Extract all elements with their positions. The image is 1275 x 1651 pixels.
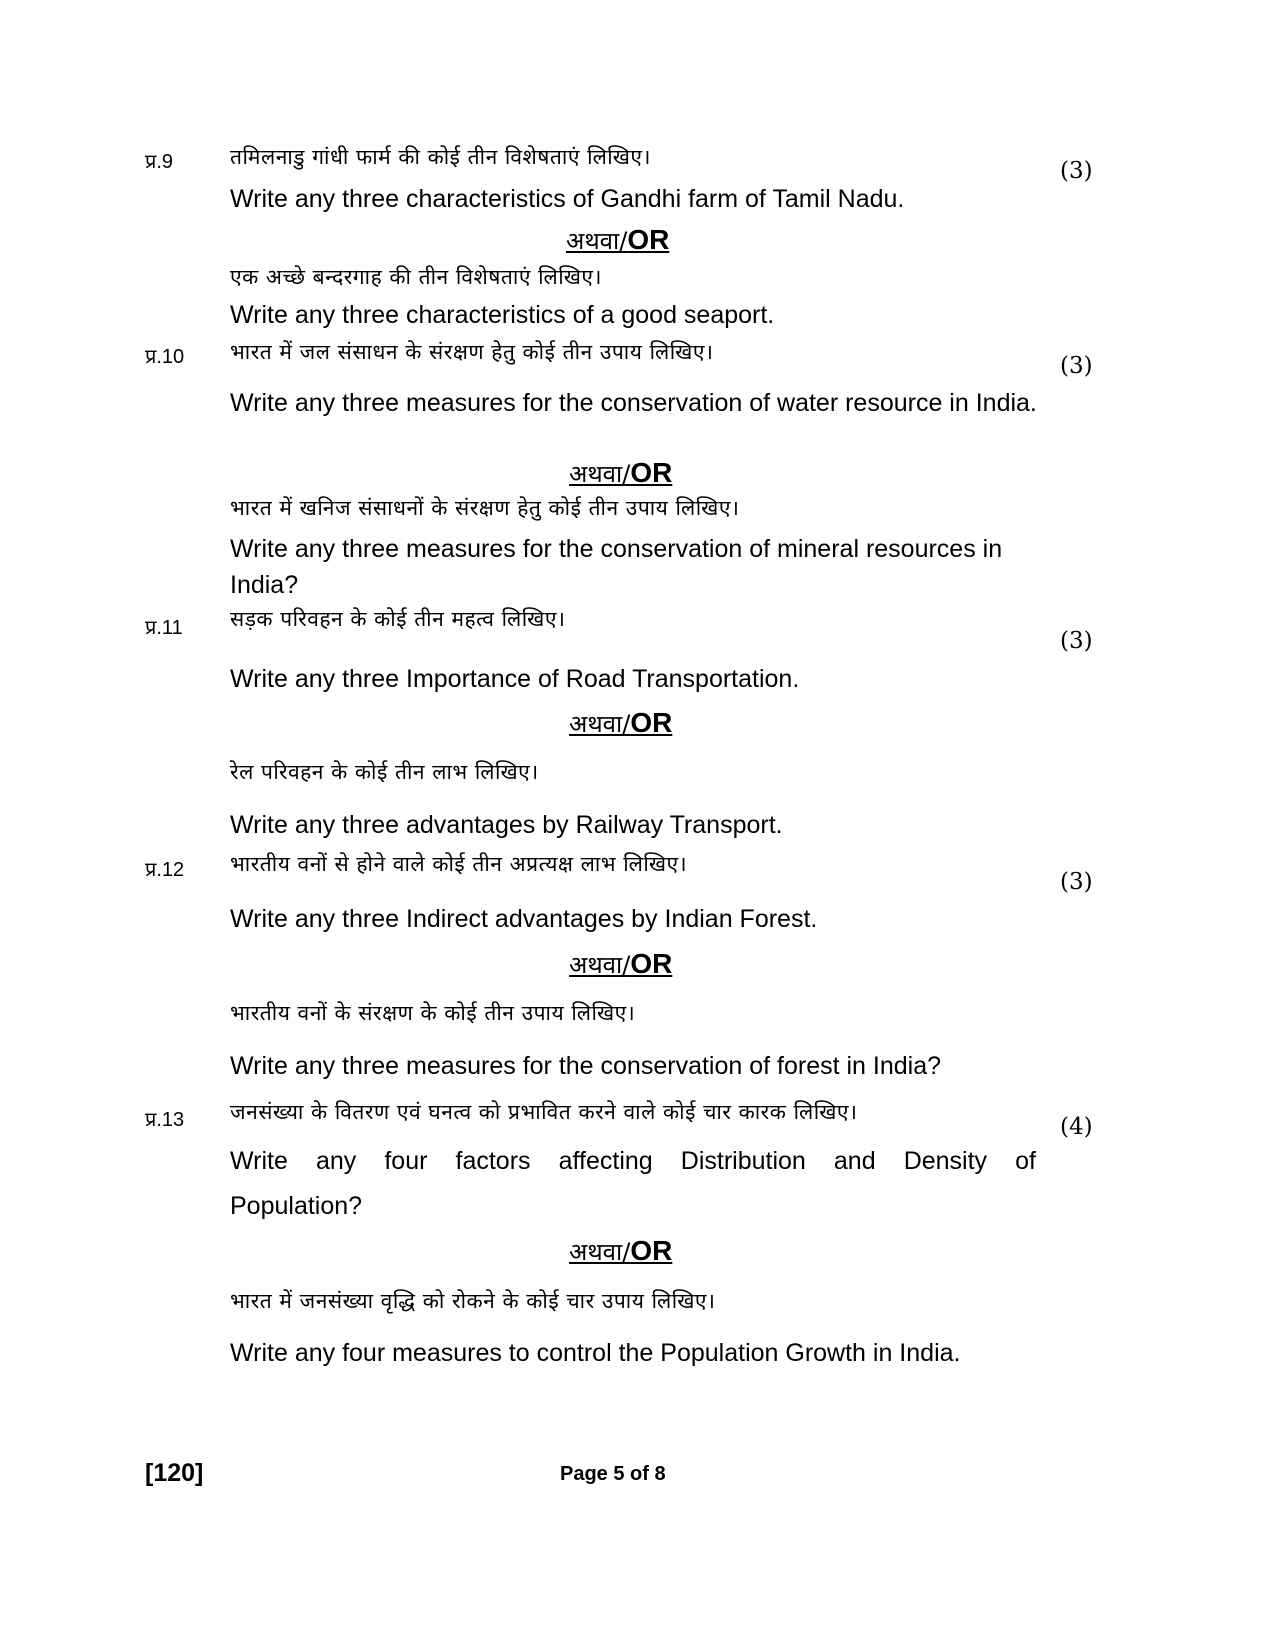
question-english: Write any three characteristics of Gandhi farm of Tamil Nadu. xyxy=(230,185,905,213)
alternative-english: Write any four measures to control the Population Growth in India. xyxy=(230,1339,961,1367)
alternative-hindi: एक अच्छे बन्दरगाह की तीन विशेषताएं लिखिए। xyxy=(230,265,602,289)
question-english: Write any three measures for the conservation of water resource in India. xyxy=(230,389,1037,417)
alternative-hindi: भारत में खनिज संसाधनों के संरक्षण हेतु कोई तीन उपाय लिखिए। xyxy=(230,496,740,520)
question-number: प्र.10 xyxy=(145,346,185,368)
alternative-english: Write any three measures for the conservation of forest in India? xyxy=(230,1052,942,1080)
alternative-english: Write any three advantages by Railway Transport. xyxy=(230,811,783,839)
question-number: प्र.9 xyxy=(145,151,174,173)
question-english-line-1: Write any four factors affecting Distribution and Density of xyxy=(230,1147,1036,1175)
question-marks: (3) xyxy=(1060,869,1093,895)
question-marks: (3) xyxy=(1060,158,1093,184)
paper-code: [120] xyxy=(145,1459,204,1487)
or-separator: अथवा/OR xyxy=(566,224,670,255)
question-english: Write any three Indirect advantages by Indian Forest. xyxy=(230,905,818,933)
question-marks: (3) xyxy=(1060,353,1093,379)
alternative-english: Write any three measures for the conservation of mineral resources in India? xyxy=(230,535,1003,599)
question-hindi: जनसंख्या के वितरण एवं घनत्व को प्रभावित करने वाले कोई चार कारक लिखिए। xyxy=(230,1100,858,1124)
alternative-hindi: रेल परिवहन के कोई तीन लाभ लिखिए। xyxy=(230,760,539,784)
question-number: प्र.11 xyxy=(145,617,183,639)
alternative-english: Write any three characteristics of a good seaport. xyxy=(230,301,775,329)
alternative-hindi: भारतीय वनों के संरक्षण के कोई तीन उपाय लिखिए। xyxy=(230,1001,636,1025)
question-number: प्र.12 xyxy=(145,859,185,881)
question-hindi: सड़क परिवहन के कोई तीन महत्व लिखिए। xyxy=(230,607,566,631)
or-separator: अथवा/OR xyxy=(569,707,673,738)
or-separator: अथवा/OR xyxy=(569,948,673,979)
or-separator: अथवा/OR xyxy=(569,457,673,488)
question-hindi: भारतीय वनों से होने वाले कोई तीन अप्रत्यक्ष लाभ लिखिए। xyxy=(230,852,688,876)
page-number: Page 5 of 8 xyxy=(560,1463,666,1485)
question-english-line-2: Population? xyxy=(230,1192,363,1220)
question-marks: (4) xyxy=(1060,1114,1093,1140)
or-separator: अथवा/OR xyxy=(569,1235,673,1266)
alternative-hindi: भारत में जनसंख्या वृद्धि को रोकने के कोई चार उपाय लिखिए। xyxy=(230,1289,716,1313)
question-marks: (3) xyxy=(1060,628,1093,654)
question-hindi: तमिलनाडु गांधी फार्म की कोई तीन विशेषताएं लिखिए। xyxy=(230,145,651,169)
question-number: प्र.13 xyxy=(145,1109,185,1131)
question-hindi: भारत में जल संसाधन के संरक्षण हेतु कोई तीन उपाय लिखिए। xyxy=(230,340,714,364)
question-english: Write any three Importance of Road Transportation. xyxy=(230,665,800,693)
